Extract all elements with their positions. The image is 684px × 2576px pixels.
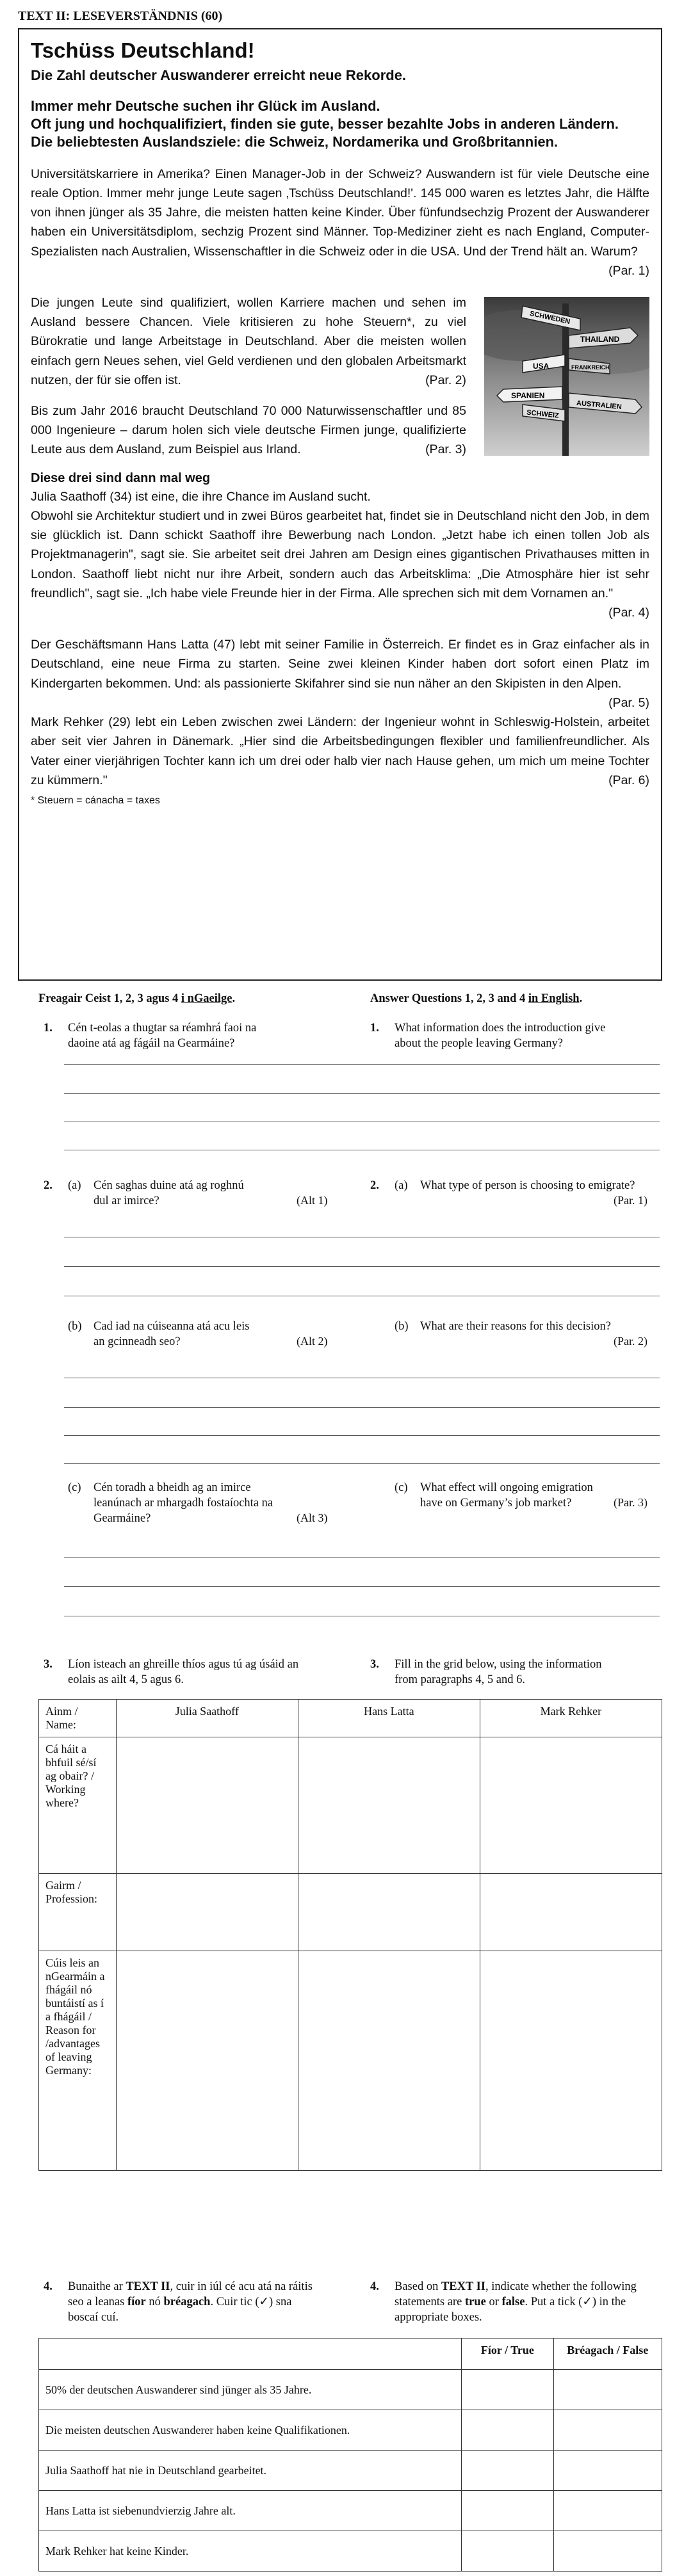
tf-true-box[interactable] (462, 2491, 553, 2531)
sign-label: USA (533, 361, 550, 371)
tf-false-box[interactable] (553, 2531, 662, 2572)
paragraph-ref: (Par. 6) (608, 773, 649, 787)
grid-answer-cell[interactable] (116, 1737, 298, 1874)
article-headline: Tschüss Deutschland! (31, 38, 255, 62)
article-lead-line: Die beliebtesten Auslandsziele: die Schweiz, Nordamerika und Großbritannien. (31, 134, 558, 150)
grid-row-label: Gairm / Profession: (39, 1874, 117, 1951)
tf-statement: Mark Rehker hat keine Kinder. (39, 2531, 462, 2572)
paragraph-ref: (Par. 5) (608, 695, 649, 710)
tf-true-box[interactable] (462, 2451, 553, 2491)
grid-answer-cell[interactable] (480, 1737, 662, 1874)
tf-header-false: Bréagach / False (553, 2339, 662, 2370)
signpost-image (484, 297, 649, 456)
grid-answer-cell[interactable] (116, 1951, 298, 2171)
answer-line[interactable] (64, 1463, 660, 1464)
grid-answer-cell[interactable] (298, 1951, 480, 2171)
answer-line[interactable] (64, 1586, 660, 1587)
article-paragraph-1: Universitätskarriere in Amerika? Einen Manager-Job in der Schweiz? Auswandern ist für viele Deutsche eine reale Option. Immer mehr junge Leute sagen ‚Tschüss Deutschland!'. 145 000 waren es letztes Jahr, die Hälfte von ihnen jünger als 35 Jahre, die meisten hatten keine Kinder. Über fünfundsechzig Prozent der Auswanderer haben ein Universitätsdiplom, sechzig Prozent sind Männer. Top-Mediziner zieht es nach England, Computer-Spezialisten nach Australien, Wissenschaftler in die Schweiz oder in die USA. Und der Trend hält an. Warum? (Par. 1) (31, 165, 649, 261)
answer-line[interactable] (64, 1557, 660, 1558)
sign-label: THAILAND (580, 334, 620, 344)
sign-label: SCHWEDEN (529, 309, 571, 326)
grid-answer-cell[interactable] (116, 1874, 298, 1951)
answer-line[interactable] (64, 1093, 660, 1094)
information-grid (38, 1699, 662, 2171)
article-paragraph-2: Die jungen Leute sind qualifiziert, wollen Karriere machen und sehen im Ausland bessere Chancen. Viele kritisieren zu hohe Steuern*, zu viel Bürokratie und lange Arbeitstage in Deutschland. Aber die meisten wollen einfach gern Neues sehen, viel Geld verdienen und den globalen Arbeitsmarkt nutzen, der für sie offen ist. (Par. 2) (31, 293, 466, 390)
answer-line[interactable] (64, 1435, 660, 1436)
tf-false-box[interactable] (553, 2491, 662, 2531)
article-paragraph-5: Der Geschäftsmann Hans Latta (47) lebt mit seiner Familie in Österreich. Er findet es in Graz einfacher als in Deutschland, eine neue Firma zu starten. Seine zwei kleinen Kinder haben dort sofort einen Platz im Kindergarten bekommen. Und: als passionierte Skifahrer sind sie nun näher an den Skipisten in den Alpen. (Par. 5) (31, 635, 649, 693)
article-subhead: Diese drei sind dann mal weg (31, 471, 211, 485)
tf-row (39, 2451, 662, 2491)
article-lead-line: Immer mehr Deutsche suchen ihr Glück im Ausland. (31, 98, 380, 115)
tf-header-blank (39, 2339, 462, 2370)
sign-spanien (497, 387, 562, 402)
paragraph-ref: (Par. 1) (608, 263, 649, 278)
article-paragraph-4: Obwohl sie Architektur studiert und in zwei Büros gearbeitet hat, findet sie in Deutschland nicht den Job, in dem sie glücklich ist. Dann schickt Saathoff ihre Bewerbung nach London. „Jetzt habe ich einen tollen Job als Projektmanagerin", sagt sie. Sie arbeitet seit drei Jahren am Design eines gigantischen Privathauses mitten in London. Saathoff liebt nicht nur ihre Arbeit, sondern auch das Arbeitsklima: „Die Atmosphäre hier ist sehr freundlich", sagt sie. „Ich habe viele Freunde hier in der Firma. Alle sprechen sich mit dem Vornamen an." (Par. 4) (31, 506, 649, 603)
paragraph-with-image (31, 293, 649, 460)
grid-row (39, 1951, 662, 2171)
instructions-english: Answer Questions 1, 2, 3 and 4 in English. (370, 992, 583, 1005)
grid-header-cell: Ainm / Name: (39, 1700, 117, 1737)
article-box (18, 28, 662, 981)
article-paragraph-3: Bis zum Jahr 2016 braucht Deutschland 70 000 Naturwissenschaftler und 85 000 Ingenieure – darum holen sich viele deutsche Firmen junge, qualifizierte Leute aus dem Ausland, zum Beispiel aus Irland. (Par. 3) (31, 401, 466, 460)
article-lead-line: Oft jung und hochqualifiziert, finden sie gute, besser bezahlte Jobs in anderen Ländern. (31, 116, 619, 133)
paragraph-ref: (Par. 4) (608, 606, 649, 620)
sign-label: SPANIEN (511, 390, 545, 400)
tf-header-true: Fíor / True (462, 2339, 553, 2370)
paragraph-ref: (Par. 2) (425, 373, 466, 387)
footnote: * Steuern = cánacha = taxes (31, 794, 160, 806)
tf-statement: Die meisten deutschen Auswanderer haben keine Qualifikationen. (39, 2410, 462, 2451)
tf-row (39, 2531, 662, 2572)
grid-answer-cell[interactable] (480, 1874, 662, 1951)
article-paragraph-4-intro: Julia Saathoff (34) ist eine, die ihre Chance im Ausland sucht. (31, 489, 371, 504)
tf-false-box[interactable] (553, 2370, 662, 2410)
answer-line[interactable] (64, 1407, 660, 1408)
grid-header-cell: Mark Rehker (480, 1700, 662, 1737)
tf-row (39, 2410, 662, 2451)
tf-row (39, 2491, 662, 2531)
tf-statement: Hans Latta ist siebenundvierzig Jahre alt. (39, 2491, 462, 2531)
grid-row (39, 1737, 662, 1874)
tf-false-box[interactable] (553, 2410, 662, 2451)
sign-label: FRANKREICH (571, 364, 610, 371)
grid-header-cell: Hans Latta (298, 1700, 480, 1737)
true-false-table (38, 2338, 662, 2572)
grid-answer-cell[interactable] (480, 1951, 662, 2171)
answer-line[interactable] (64, 1266, 660, 1267)
tf-statement: Julia Saathoff hat nie in Deutschland gearbeitet. (39, 2451, 462, 2491)
tf-true-box[interactable] (462, 2370, 553, 2410)
section-header: TEXT II: LESEVERSTÄNDNIS (60) (18, 9, 223, 23)
paragraph-ref: (Par. 3) (425, 442, 466, 457)
sign-label: AUSTRALIEN (576, 399, 623, 411)
grid-header-cell: Julia Saathoff (116, 1700, 298, 1737)
grid-header-row (39, 1700, 662, 1737)
grid-row (39, 1874, 662, 1951)
answer-line[interactable] (64, 1064, 660, 1065)
grid-answer-cell[interactable] (298, 1874, 480, 1951)
tf-true-box[interactable] (462, 2410, 553, 2451)
grid-row-label: Cúis leis an nGearmáin a fhágáil nó buntáistí as í a fhágáil / Reason for /advantages of leaving Germany: (39, 1951, 117, 2171)
grid-row-label: Cá háit a bhfuil sé/sí ag obair? / Working where? (39, 1737, 117, 1874)
tf-false-box[interactable] (553, 2451, 662, 2491)
tf-header-row (39, 2339, 662, 2370)
article-lead-line: Die Zahl deutscher Auswanderer erreicht neue Rekorde. (31, 67, 407, 83)
sign-label: SCHWEIZ (526, 408, 560, 420)
tf-statement: 50% der deutschen Auswanderer sind jünger als 35 Jahre. (39, 2370, 462, 2410)
article-paragraph-6: Mark Rehker (29) lebt ein Leben zwischen zwei Ländern: der Ingenieur wohnt in Schleswig-Holstein, arbeitet aber seit vier Jahren in Dänemark. „Hier sind die Arbeitsbedingungen flexibler und familienfreundlicher. Als Vater einer vierjährigen Tochter kann ich um drei oder halb vier nach Hause gehen, um mich um meine Tochter zu kümmern." (Par. 6) (31, 712, 649, 790)
instructions-irish: Freagair Ceist 1, 2, 3 agus 4 i nGaeilge. (38, 992, 236, 1005)
tf-true-box[interactable] (462, 2531, 553, 2572)
grid-answer-cell[interactable] (298, 1737, 480, 1874)
tf-row (39, 2370, 662, 2410)
